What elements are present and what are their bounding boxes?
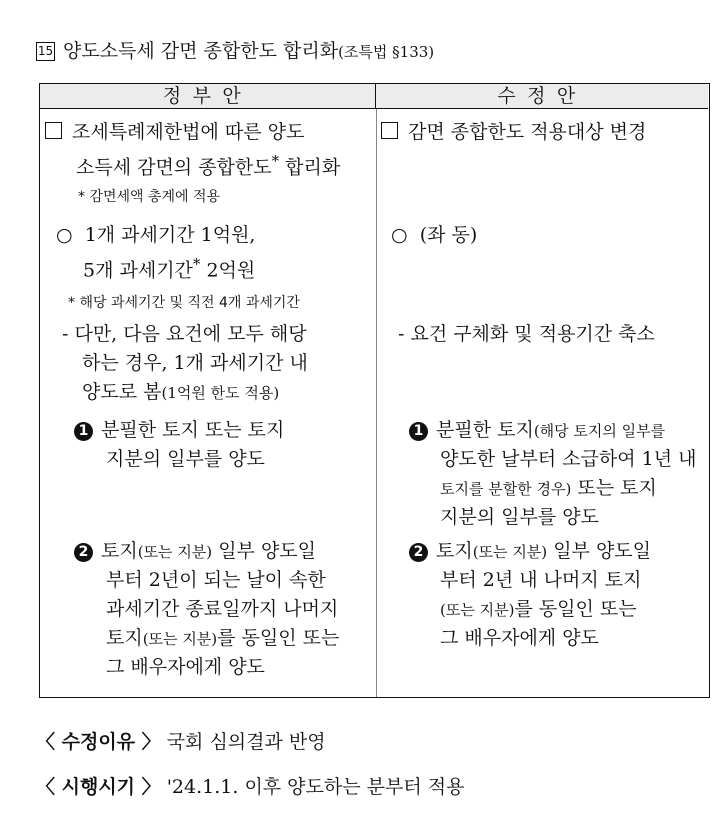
revised-proposal-column — [377, 110, 707, 697]
right-item-title: 감면 종합한도 적용대상 변경 — [381, 118, 646, 147]
section-title — [36, 36, 434, 63]
right-condition-1: 1 분필한 토지(해당 토지의 일부를 — [409, 416, 665, 446]
effective-date-label: 〈 시행시기 〉 — [36, 776, 161, 798]
checkbox-square-icon — [45, 122, 62, 139]
number-1-icon: 1 — [409, 422, 428, 441]
left-condition-2-line3: 과세기간 종료일까지 나머지 — [106, 598, 339, 620]
revision-reason-text: 국회 심의결과 반영 — [166, 731, 326, 753]
left-item-title: 조세특례제한법에 따른 양도 — [45, 118, 304, 147]
number-2-icon: 2 — [409, 543, 428, 562]
section-number: 15 — [36, 42, 55, 61]
right-condition-1-line4: 지분의 일부를 양도 — [440, 506, 599, 528]
left-condition-2: 2 토지(또는 지분) 일부 양도일 — [74, 537, 316, 567]
right-condition-2-line3: (또는 지분)를 동일인 또는 — [440, 598, 637, 620]
left-condition-2-line4: 토지(또는 지분)를 동일인 또는 — [106, 627, 340, 649]
section-title-text: 양도소득세 감면 종합한도 합리화 — [63, 40, 339, 62]
right-condition-2-line4: 그 배우자에게 양도 — [440, 627, 599, 649]
left-proviso-line1: - 다만, 다음 요건에 모두 해당 — [62, 323, 307, 345]
left-limit-line2: 5개 과세기간* 2억원 — [83, 255, 256, 282]
number-2-icon: 2 — [74, 543, 93, 562]
checkbox-square-icon — [381, 122, 398, 139]
comparison-table — [39, 83, 710, 698]
government-proposal-column — [40, 110, 376, 697]
number-1-icon: 1 — [74, 422, 93, 441]
left-condition-1: 1 분필한 토지 또는 토지 — [74, 416, 284, 445]
left-proviso-line3: 양도로 봄(1억원 한도 적용) — [82, 381, 280, 403]
circle-bullet-icon: ○ — [56, 224, 73, 246]
revision-reason — [36, 727, 326, 754]
left-note-2: * 해당 과세기간 및 직전 4개 과세기간 — [68, 295, 300, 311]
header-government-proposal: 정부안 — [40, 84, 376, 109]
right-condition-2-line2: 부터 2년 내 나머지 토지 — [440, 569, 642, 591]
left-proviso-line2: 하는 경우, 1개 과세기간 내 — [82, 352, 308, 374]
right-condition-1-line2: 양도한 날부터 소급하여 1년 내 — [440, 448, 697, 470]
circle-bullet-icon: ○ — [391, 224, 408, 246]
left-condition-1-line2: 지분의 일부를 양도 — [106, 448, 265, 470]
right-condition-1-line3: 토지를 분할한 경우) 또는 토지 — [440, 477, 657, 499]
left-condition-2-line5: 그 배우자에게 양도 — [106, 656, 265, 678]
left-note-1: * 감면세액 총계에 적용 — [78, 189, 221, 205]
left-condition-2-line2: 부터 2년이 되는 날이 속한 — [106, 569, 326, 591]
header-revised-proposal: 수정안 — [376, 84, 708, 109]
right-condition-2: 2 토지(또는 지분) 일부 양도일 — [409, 537, 651, 567]
effective-date — [36, 772, 464, 799]
right-same-as-left: ○ (좌 동) — [391, 224, 478, 246]
right-proviso: - 요건 구체화 및 적용기간 축소 — [398, 323, 655, 345]
revision-reason-label: 〈 수정이유 〉 — [36, 731, 161, 753]
effective-date-text: '24.1.1. 이후 양도하는 분부터 적용 — [166, 776, 465, 798]
left-limit-line1: ○ 1개 과세기간 1억원, — [56, 224, 256, 246]
law-reference: (조특법 §133) — [338, 43, 435, 61]
left-item-title-line2: 소득세 감면의 종합한도* 합리화 — [76, 152, 341, 179]
